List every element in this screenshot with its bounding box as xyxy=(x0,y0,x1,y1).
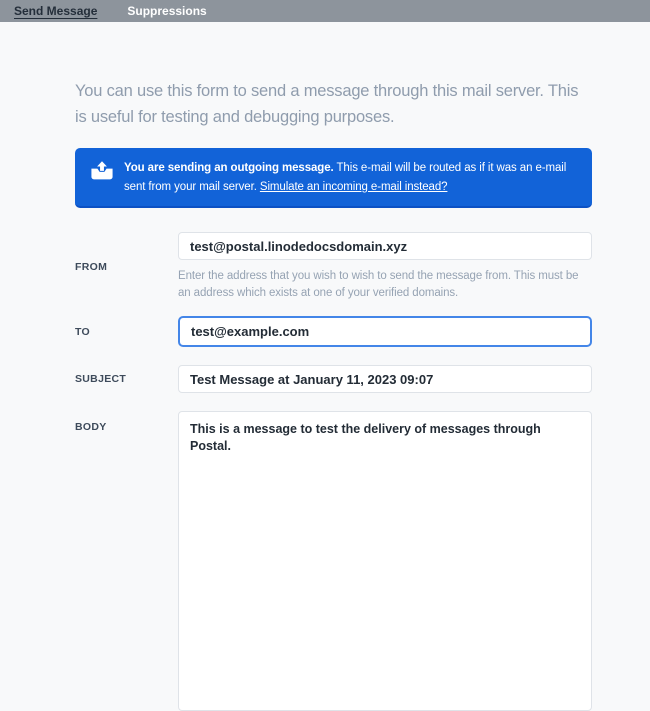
to-input[interactable] xyxy=(178,316,592,347)
to-row xyxy=(75,316,592,347)
subject-input[interactable] xyxy=(178,365,592,393)
tab-suppressions[interactable]: Suppressions xyxy=(127,4,207,18)
from-label: FROM xyxy=(75,261,108,273)
outbox-icon xyxy=(91,161,113,180)
banner-heading: You are sending an outgoing message. xyxy=(124,162,334,174)
banner-text xyxy=(124,159,579,197)
from-help-text: Enter the address that you wish to wish to send the message from. This must be an address which exists at one of your verified domains. xyxy=(178,270,579,299)
body-row xyxy=(75,411,592,711)
from-input[interactable] xyxy=(178,232,592,260)
body-label: BODY xyxy=(75,421,107,433)
simulate-incoming-link[interactable]: Simulate an incoming e-mail instead? xyxy=(259,181,448,193)
body-textarea[interactable] xyxy=(178,411,592,711)
to-label: TO xyxy=(75,325,90,338)
tab-send-message[interactable]: Send Message xyxy=(14,4,98,18)
intro-text: You can use this form to send a message through this mail server. This is useful for testing and debugging purposes. xyxy=(75,82,579,126)
tab-bar xyxy=(0,0,650,22)
subject-label: SUBJECT xyxy=(75,373,127,385)
from-row xyxy=(75,232,592,302)
subject-row xyxy=(75,365,592,393)
outgoing-message-banner xyxy=(75,148,592,208)
banner-body: This e-mail will be routed as if it was an e-mail sent from your mail server. xyxy=(124,162,567,193)
send-message-page xyxy=(0,22,650,711)
